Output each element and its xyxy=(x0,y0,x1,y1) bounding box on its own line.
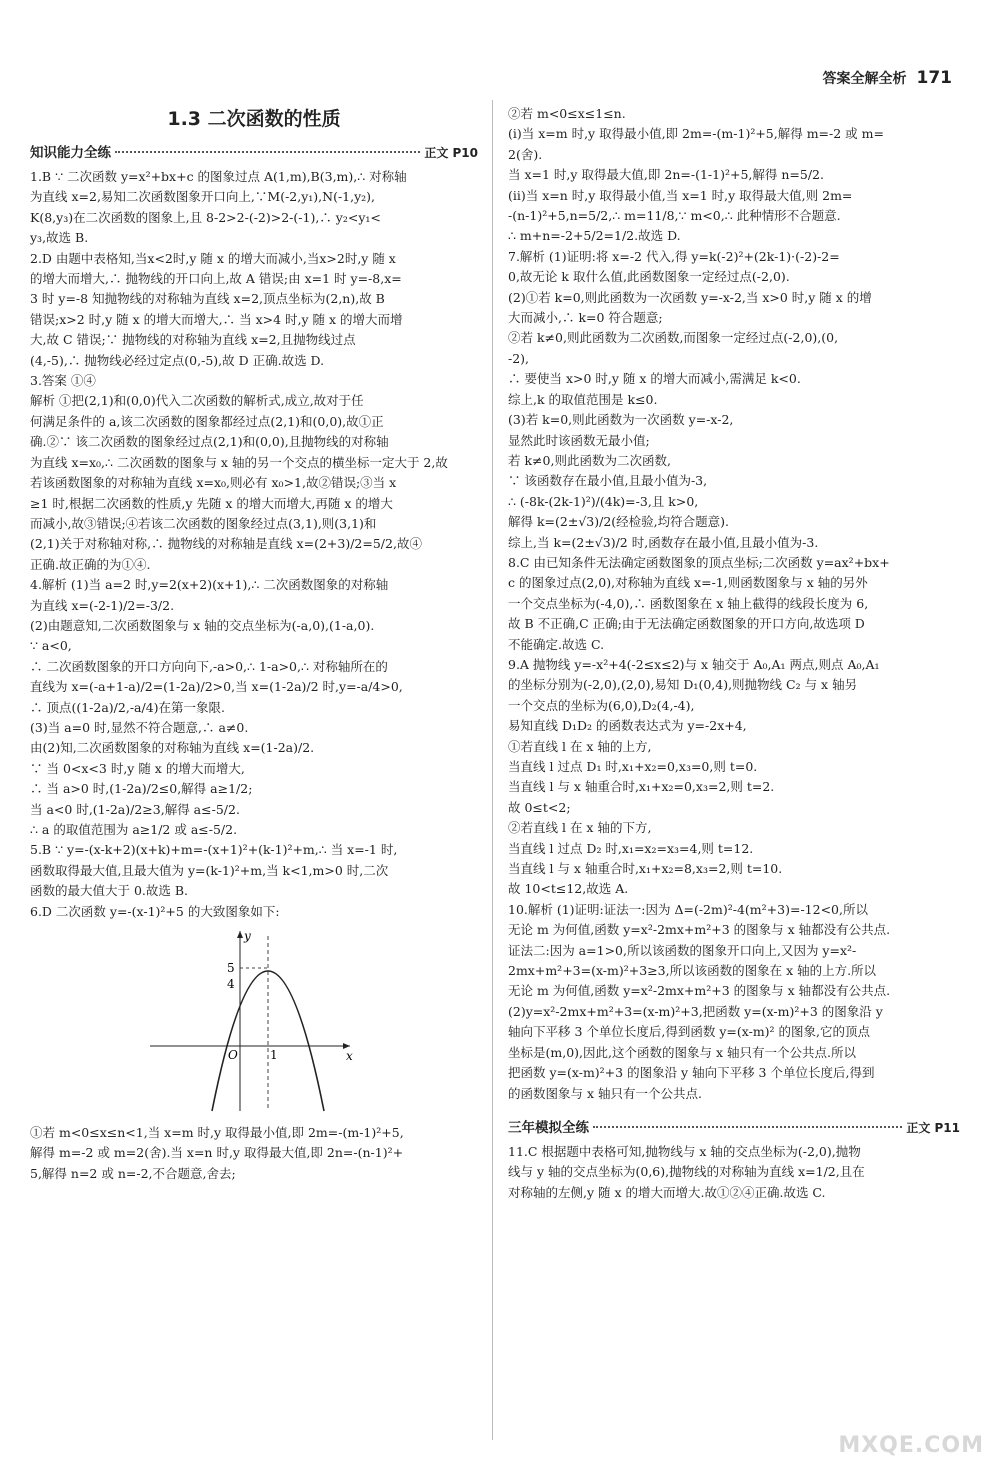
text-line: 线与 y 轴的交点坐标为(0,6),抛物线的对称轴为直线 x=1/2,且在 xyxy=(508,1164,865,1180)
subsection-ref: 正文 P10 xyxy=(424,146,478,160)
text-line: c 的图象过点(2,0),对称轴为直线 x=-1,则函数图象与 x 轴的另外 xyxy=(508,575,868,591)
text-line: 的增大而增大,∴ 抛物线的开口向上,故 A 错误;由 x=1 时 y=-8,x= xyxy=(30,271,402,287)
text-line: 2(舍). xyxy=(508,146,543,162)
text-line: 8.C 由已知条件无法确定函数图象的顶点坐标;二次函数 y=ax²+bx+ xyxy=(508,554,890,570)
text-line: 当 a<0 时,(1-2a)/2≥3,解得 a≤-5/2. xyxy=(30,801,240,817)
text-line: K(8,y₃)在二次函数的图象上,且 8-2>2-(-2)>2-(-1),∴ y₂<y₁< xyxy=(30,209,381,225)
text-line: ∴ 顶点((1-2a)/2,-a/4)在第一象限. xyxy=(30,699,226,715)
text-line: (2)由题意知,二次函数图象与 x 轴的交点坐标为(-a,0),(1-a,0). xyxy=(30,617,375,633)
text-line: 无论 m 为何值,函数 y=x²-2mx+m²+3 的图象与 x 轴都没有公共点. xyxy=(508,922,891,938)
text-line: (3)当 a=0 时,显然不符合题意,∴ a≠0. xyxy=(30,719,249,735)
text-line: 证法二:因为 a=1>0,所以该函数的图象开口向上,又因为 y=x²- xyxy=(508,942,857,958)
text-line: (i)当 x=m 时,y 取得最小值,即 2m=-(m-1)²+5,解得 m=-2 或 m= xyxy=(508,126,884,142)
text-line: 不能确定.故选 C. xyxy=(508,636,605,652)
text-line: 若 k≠0,则此函数为二次函数, xyxy=(508,452,671,468)
text-line: -(n-1)²+5,n=5/2,∴ m=11/8,∵ m<0,∴ 此种情形不合题意. xyxy=(508,208,841,224)
dotted-leader xyxy=(593,1126,902,1128)
text-line: ①若 m<0≤x≤n<1,当 x=m 时,y 取得最小值,即 2m=-(m-1)²+5, xyxy=(30,1125,404,1141)
tick-5: 5 xyxy=(227,961,235,976)
text-line: 对称轴的左侧,y 随 x 的增大而增大.故①②④正确.故选 C. xyxy=(508,1184,826,1200)
text-line: 的坐标分别为(-2,0),(2,0),易知 D₁(0,4),则抛物线 C₂ 与 x 轴另 xyxy=(508,677,858,693)
text-line: ∴ 当 a>0 时,(1-2a)/2≤0,解得 a≥1/2; xyxy=(30,781,253,797)
y-axis-arrow xyxy=(237,931,243,938)
text-line: 11.C 根据题中表格可知,抛物线与 x 轴的交点坐标为(-2,0),抛物 xyxy=(508,1143,861,1159)
text-line: 坐标是(m,0),因此,这个函数的图象与 x 轴只有一个公共点.所以 xyxy=(508,1044,856,1060)
subsection-title: 三年模拟全练 xyxy=(508,1119,589,1136)
text-line: 解析 ①把(2,1)和(0,0)代入二次函数的解析式,成立,故对于任 xyxy=(30,393,364,409)
text-line: 3.答案 ①④ xyxy=(30,373,96,389)
text-line: 6.D 二次函数 y=-(x-1)²+5 的大致图象如下: xyxy=(30,903,280,919)
text-line: 解得 k=(2±√3)/2(经检验,均符合题意). xyxy=(508,514,729,530)
text-line: 为直线 x=(-2-1)/2=-3/2. xyxy=(30,597,175,613)
text-line: (ii)当 x=n 时,y 取得最小值,当 x=1 时,y 取得最大值,则 2m= xyxy=(508,187,853,203)
text-line: 何满足条件的 a,该二次函数的图象都经过点(2,1)和(0,0),故①正 xyxy=(30,413,384,429)
text-line: 为直线 x=x₀,∴ 二次函数的图象与 x 轴的另一个交点的横坐标一定大于 2,故 xyxy=(30,454,448,470)
text-line: 5.B ∵ y=-(x-k+2)(x+k)+m=-(x+1)²+(k-1)²+m,∴ 当 x=-1 时, xyxy=(30,842,398,858)
header-title: 答案全解全析 xyxy=(822,71,907,87)
text-line: 2.D 由题中表格知,当x<2时,y 随 x 的增大而减小,当x>2时,y 随 x xyxy=(30,250,396,266)
text-line: y₃,故选 B. xyxy=(30,230,89,246)
subsection-ref: 正文 P11 xyxy=(906,1120,960,1135)
tick-4: 4 xyxy=(227,977,235,992)
text-line: ∴ m+n=-2+5/2=1/2.故选 D. xyxy=(508,228,681,244)
text-line: 当直线 l 与 x 轴重合时,x₁+x₂=8,x₃=2,则 t=10. xyxy=(508,861,783,877)
page-header xyxy=(823,68,953,88)
right-text-block xyxy=(508,104,960,1104)
text-line: 当直线 l 与 x 轴重合时,x₁+x₂=0,x₃=2,则 t=2. xyxy=(508,779,775,795)
text-line: 大,故 C 错误;∵ 抛物线的对称轴为直线 x=2,且抛物线过点 xyxy=(30,332,356,348)
column-divider xyxy=(492,100,493,1440)
text-line: 由(2)知,二次函数图象的对称轴为直线 x=(1-2a)/2. xyxy=(30,740,315,756)
tick-1: 1 xyxy=(270,1048,278,1063)
text-line: 错误;x>2 时,y 随 x 的增大而增大,∴ 当 x>4 时,y 随 x 的增大而增 xyxy=(30,311,403,327)
text-line: 5,解得 n=2 或 n=-2,不合题意,舍去; xyxy=(30,1165,236,1181)
text-line: 的函数图象与 x 轴只有一个公共点. xyxy=(508,1085,702,1101)
y-axis-label: y xyxy=(244,929,251,944)
text-line: ≥1 时,根据二次函数的性质,y 先随 x 的增大而增大,再随 x 的增大 xyxy=(30,495,393,511)
text-line: ∴ 要使当 x>0 时,y 随 x 的增大而减小,需满足 k<0. xyxy=(508,371,801,387)
left-column xyxy=(30,104,478,1184)
text-line: 大而减小,∴ k=0 符合题意; xyxy=(508,310,663,326)
text-line: ∴ (-8k-(2k-1)²)/(4k)=-3,且 k>0, xyxy=(508,493,699,509)
text-line: ②若 m<0≤x≤1≤n. xyxy=(508,106,626,121)
text-line: 4.解析 (1)当 a=2 时,y=2(x+2)(x+1),∴ 二次函数图象的对称轴 xyxy=(30,577,389,593)
text-line: 0,故无论 k 取什么值,此函数图象一定经过点(-2,0). xyxy=(508,269,790,285)
right-column xyxy=(508,104,960,1203)
text-line: 当直线 l 过点 D₁ 时,x₁+x₂=0,x₃=0,则 t=0. xyxy=(508,759,758,774)
text-line: (2,1)关于对称轴对称,∴ 抛物线的对称轴是直线 x=(2+3)/2=5/2,故④ xyxy=(30,536,422,552)
right-text-block-after xyxy=(508,1142,960,1203)
text-line: 综上,k 的取值范围是 k≤0. xyxy=(508,391,658,407)
text-line: 无论 m 为何值,函数 y=x²-2mx+m²+3 的图象与 x 轴都没有公共点. xyxy=(508,983,891,999)
text-line: ∴ 二次函数图象的开口方向向下,-a>0,∴ 1-a>0,∴ 对称轴所在的 xyxy=(30,658,388,674)
text-line: 一个交点坐标为(-4,0),∴ 函数图象在 x 轴上截得的线段长度为 6, xyxy=(508,595,869,611)
subsection-heading-2 xyxy=(508,1116,960,1136)
text-line: 故 B 不正确,C 正确;由于无法确定函数图象的开口方向,故选项 D xyxy=(508,616,865,632)
text-line: 1.B ∵ 二次函数 y=x²+bx+c 的图象过点 A(1,m),B(3,m),∴ 对称轴 xyxy=(30,169,407,184)
dotted-leader xyxy=(115,151,420,153)
text-line: 若该函数图象的对称轴为直线 x=x₀,则必有 x₀>1,故②错误;③当 x xyxy=(30,475,397,491)
left-text-block xyxy=(30,167,478,922)
text-line: 当直线 l 过点 D₂ 时,x₁=x₂=x₃=4,则 t=12. xyxy=(508,840,754,856)
text-line: ∵ a<0, xyxy=(30,638,72,654)
text-line: 为直线 x=2,易知二次函数图象开口向上,∵M(-2,y₁),N(-1,y₂), xyxy=(30,189,376,205)
text-line: 直线为 x=(-a+1-a)/2=(1-2a)/2>0,当 x=(1-2a)/2 时,y=-a/4>0, xyxy=(30,679,403,695)
text-line: 一个交点的坐标为(6,0),D₂(4,-4), xyxy=(508,697,695,713)
text-line: 3 时 y=-8 知抛物线的对称轴为直线 x=2,顶点坐标为(2,n),故 B xyxy=(30,291,385,307)
text-line: 2mx+m²+3=(x-m)²+3≥3,所以该函数的图象在 x 轴的上方.所以 xyxy=(508,963,877,979)
text-line: (4,-5),∴ 抛物线必经过定点(0,-5),故 D 正确.故选 D. xyxy=(30,352,325,368)
text-line: -2), xyxy=(508,350,530,366)
text-line: ②若直线 l 在 x 轴的下方, xyxy=(508,820,652,836)
text-line: 确.②∵ 该二次函数的图象经过点(2,1)和(0,0),且抛物线的对称轴 xyxy=(30,434,389,450)
text-line: ①若直线 l 在 x 轴的上方, xyxy=(508,738,652,754)
text-line: 当 x=1 时,y 取得最大值,即 2n=-(1-1)²+5,解得 n=5/2. xyxy=(508,167,824,183)
parabola-graph xyxy=(140,926,360,1116)
text-line: 故 0≤t<2; xyxy=(508,799,571,815)
text-line: 函数取得最大值,且最大值为 y=(k-1)²+m,当 k<1,m>0 时,二次 xyxy=(30,862,389,878)
subsection-title: 知识能力全练 xyxy=(30,145,111,161)
subsection-heading-1 xyxy=(30,141,478,161)
text-line: ∴ a 的取值范围为 a≥1/2 或 a≤-5/2. xyxy=(30,822,238,837)
text-line: 轴向下平移 3 个单位长度后,得到函数 y=(x-m)² 的图象,它的顶点 xyxy=(508,1024,871,1040)
text-line: (3)若 k=0,则此函数为一次函数 y=-x-2, xyxy=(508,412,734,428)
page-number: 171 xyxy=(916,68,952,88)
text-line: 故 10<t≤12,故选 A. xyxy=(508,881,629,897)
watermark: MXQE.COM xyxy=(838,1433,984,1458)
text-line: 正确.故正确的为①④. xyxy=(30,556,151,572)
left-text-block-after xyxy=(30,1123,478,1184)
text-line: ∵ 该函数存在最小值,且最小值为-3, xyxy=(508,473,708,489)
text-line: 易知直线 D₁D₂ 的函数表达式为 y=-2x+4, xyxy=(508,718,747,734)
text-line: ∵ 当 0<x<3 时,y 随 x 的增大而增大, xyxy=(30,760,245,776)
text-line: 而减小,故③错误;④若该二次函数的图象经过点(3,1),则(3,1)和 xyxy=(30,515,377,531)
text-line: 9.A 抛物线 y=-x²+4(-2≤x≤2)与 x 轴交于 A₀,A₁ 两点,则点 A₀,A₁ xyxy=(508,656,880,672)
text-line: 把函数 y=(x-m)²+3 的图象沿 y 轴向下平移 3 个单位长度后,得到 xyxy=(508,1065,875,1081)
text-line: 显然此时该函数无最小值; xyxy=(508,432,650,448)
text-line: 解得 m=-2 或 m=2(舍).当 x=n 时,y 取得最大值,即 2n=-(n-1)²+ xyxy=(30,1145,404,1161)
text-line: 10.解析 (1)证明:证法一:因为 Δ=(-2m)²-4(m²+3)=-12<0,所以 xyxy=(508,901,868,917)
text-line: ②若 k≠0,则此函数为二次函数,而图象一定经过点(-2,0),(0, xyxy=(508,330,839,346)
origin-label: O xyxy=(228,1048,238,1063)
section-title: 1.3 二次函数的性质 xyxy=(167,108,341,130)
text-line: 函数的最大值大于 0.故选 B. xyxy=(30,883,189,899)
text-line: (2)①若 k=0,则此函数为一次函数 y=-x-2,当 x>0 时,y 随 x 的增 xyxy=(508,289,872,305)
text-line: 综上,当 k=(2±√3)/2 时,函数存在最小值,且最小值为-3. xyxy=(508,534,819,550)
text-line: 7.解析 (1)证明:将 x=-2 代入,得 y=k(-2)²+(2k-1)·(-2)-2= xyxy=(508,248,840,264)
text-line: (2)y=x²-2mx+m²+3=(x-m)²+3,把函数 y=(x-m)²+3 的图象沿 y xyxy=(508,1003,883,1019)
x-axis-label: x xyxy=(346,1049,353,1064)
